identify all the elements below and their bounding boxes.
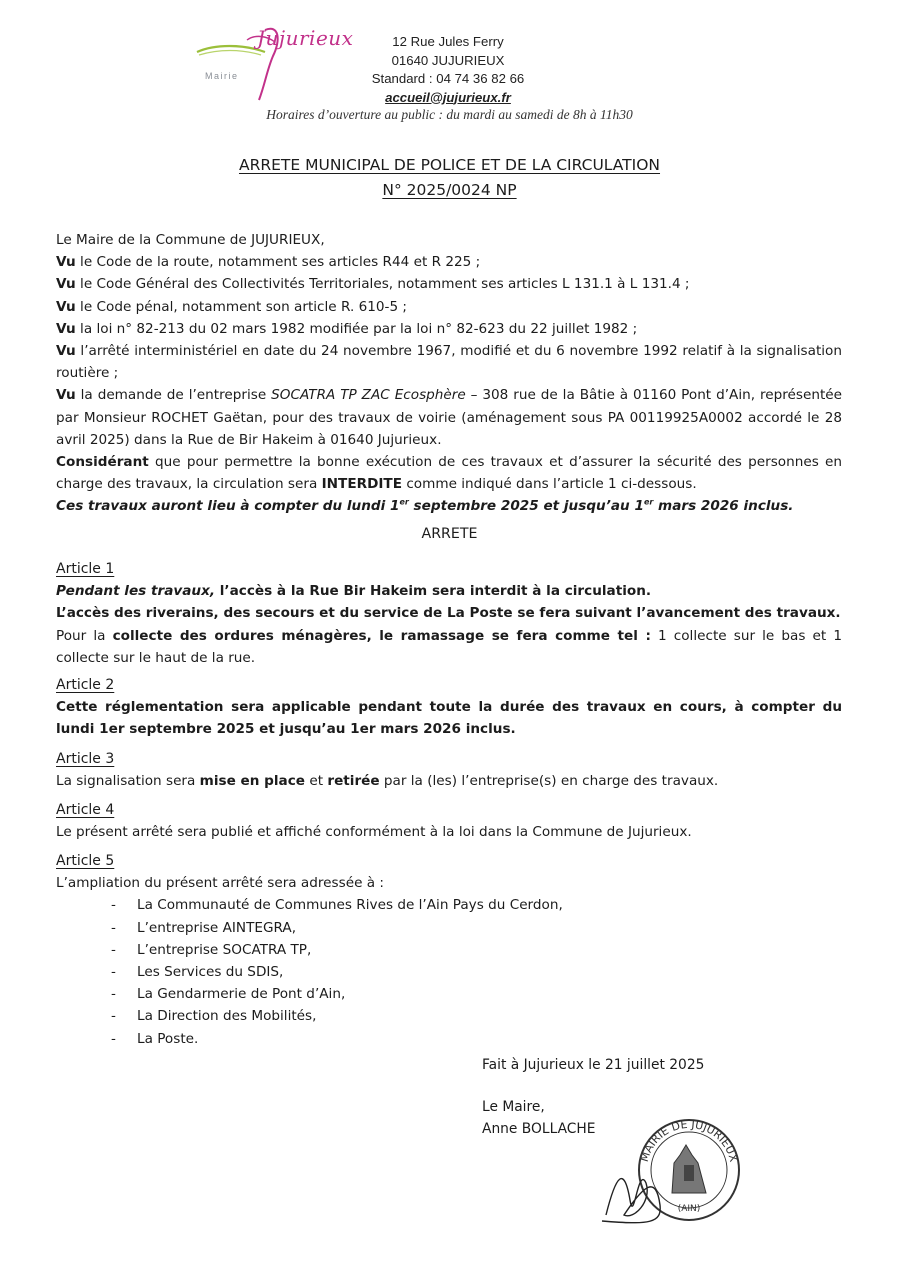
title-line-2: N° 2025/0024 NP <box>382 181 517 199</box>
vu-clause: Vu l’arrêté interministériel en date du 24 novembre 1967, modifié et du 6 novembre 1992 relatif à la signalisation routière ; <box>56 343 842 382</box>
list-item: - Les Services du SDIS, <box>111 964 284 981</box>
opening-hours: Horaires d’ouverture au public : du mardi au samedi de 8h à 11h30 <box>266 107 633 122</box>
list-item: - L’entreprise SOCATRA TP, <box>111 941 312 958</box>
signature-date: Fait à Jujurieux le 21 juillet 2025 <box>482 1057 705 1073</box>
preamble <box>56 229 842 518</box>
distribution-list <box>56 894 842 1049</box>
list-item: - La Gendarmerie de Pont d’Ain, <box>111 986 346 1003</box>
article-title: Article 4 <box>56 802 115 818</box>
article-5: Article 5 L’ampliation du présent arrêté sera adressée à : - La Communauté de Communes Rives de l’Ain Pays du Cerdon, - L’entreprise AINTEGRA, - L’entreprise SOCATRA TP, - Les Services du SDIS, - La Gendarmerie de Pont d’Ain, - La Direction des Mobilités, - La Poste. <box>56 850 842 1050</box>
address-line: 12 Rue Jules Ferry <box>392 34 504 49</box>
article-3: Article 3 La signalisation sera mise en place et retirée par la (les) l’entreprise(s) en charge des travaux. <box>56 751 719 790</box>
svg-text:MAIRIE DE JUJURIEUX: MAIRIE DE JUJURIEUX <box>637 1117 741 1164</box>
article-title: Article 5 <box>56 853 115 869</box>
address-block <box>348 33 548 107</box>
article-title: Article 3 <box>56 751 115 767</box>
signatory-role: Le Maire, <box>482 1099 545 1115</box>
handwritten-signature <box>602 1179 660 1223</box>
address-line: 01640 JUJURIEUX <box>391 52 505 68</box>
vu-clause: Vu la loi n° 82-213 du 02 mars 1982 modifiée par la loi n° 82-623 du 22 juillet 1982 ; <box>56 320 638 337</box>
article-2: Article 2 Cette réglementation sera applicable pendant toute la durée des travaux en cours, à compter du lundi 1er septembre 2025 et jusqu’au 1er mars 2026 inclus. <box>56 677 842 738</box>
signatory <box>482 1097 596 1140</box>
mairie-seal-stamp <box>594 1105 744 1230</box>
phone-line: Standard : 04 74 36 82 66 <box>371 71 525 86</box>
list-item: - La Poste. <box>111 1030 199 1047</box>
vu-clause: Vu le Code Général des Collectivités Territoriales, notamment ses articles L 131.1 à L 131.4 ; <box>56 276 690 293</box>
title-line-1: ARRETE MUNICIPAL DE POLICE ET DE LA CIRCULATION <box>238 156 661 174</box>
email-link[interactable]: accueil@jujurieux.fr <box>385 89 511 105</box>
considerant-clause: Considérant que pour permettre la bonne exécution de ces travaux et d’assurer la sécurité des personnes en charge des travaux, la circulation sera INTERDITE comme indiqué dans l’article 1 ci-dessous. <box>56 454 842 493</box>
vu-clause: Vu le Code de la route, notamment ses articles R44 et R 225 ; <box>56 254 481 271</box>
vu-clause-demande: Vu la demande de l’entreprise SOCATRA TP ZAC Ecosphère – 308 rue de la Bâtie à 01160 Pont d’Ain, représentée par Monsieur ROCHET Gaëtan, pour des travaux de voirie (aménagement sous PA 00119925A0002 accordé le 28 avril 2025) dans la Rue de Bir Hakeim à 01640 Jujurieux. <box>56 387 843 448</box>
svg-text:(AIN): (AIN) <box>677 1204 701 1214</box>
list-item: - La Direction des Mobilités, <box>111 1008 317 1025</box>
list-item: - L’entreprise AINTEGRA, <box>111 919 297 936</box>
article-1: Article 1 Pendant les travaux, l’accès à la Rue Bir Hakeim sera interdit à la circulation. L’accès des riverains, des secours et du service de La Poste se fera suivant l’avancement des travaux. Pour la collecte des ordures ménagères, le ramassage se fera comme tel : 1 collecte sur le bas et 1 collecte sur le haut de la rue. <box>56 561 843 666</box>
vu-clause: Vu le Code pénal, notamment son article R. 610-5 ; <box>56 298 407 315</box>
document-title <box>0 153 899 203</box>
works-dates: Ces travaux auront lieu à compter du lundi 1er septembre 2025 et jusqu’au 1er mars 2026 inclus. <box>56 497 794 515</box>
article-4: Article 4 Le présent arrêté sera publié et affiché conformément à la loi dans la Commune de Jujurieux. <box>56 802 692 841</box>
article-title: Article 1 <box>56 561 115 577</box>
preamble-intro: Le Maire de la Commune de JUJURIEUX, <box>56 232 325 248</box>
arrete-heading: ARRETE <box>421 526 478 542</box>
signatory-name: Anne BOLLACHE <box>482 1120 596 1137</box>
list-item: - La Communauté de Communes Rives de l’Ain Pays du Cerdon, <box>111 897 563 914</box>
article-title: Article 2 <box>56 677 115 693</box>
logo-name: Jujurieux <box>257 26 354 50</box>
logo-mairie-label: Mairie <box>205 71 239 81</box>
